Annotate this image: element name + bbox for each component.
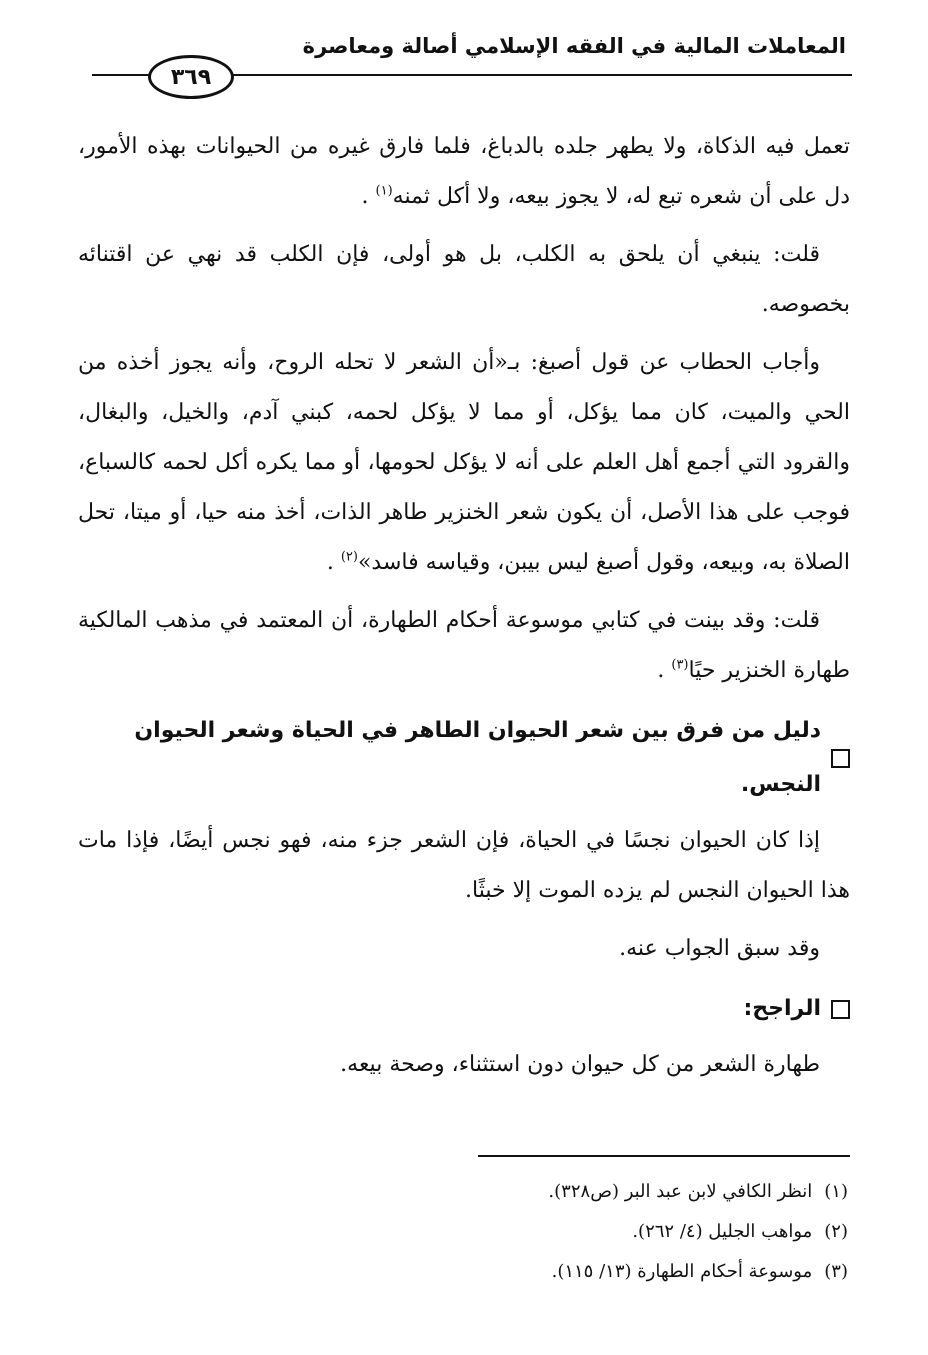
- paragraph: وقد سبق الجواب عنه.: [619, 936, 820, 961]
- running-head-title: المعاملات المالية في الفقه الإسلامي أصالة ومعاصرة: [302, 34, 846, 58]
- footnote-text: موسوعة أحكام الطهارة (١٣/ ١١٥).: [551, 1261, 813, 1282]
- main-text: [78, 122, 850, 1098]
- square-bullet-icon: [831, 749, 850, 768]
- footnote-number: (١): [824, 1181, 848, 1202]
- footnote-ref: (٣): [671, 657, 689, 673]
- footnote-text: انظر الكافي لابن عبد البر (ص٣٢٨).: [548, 1181, 813, 1202]
- full-stop: .: [657, 658, 665, 683]
- paragraph: قلت: ينبغي أن يلحق به الكلب، بل هو أولى، فإن الكلب قد نهي عن اقتنائه بخصوصه.: [78, 242, 850, 317]
- square-bullet-icon: [831, 1000, 850, 1019]
- footnote-number: (٣): [824, 1261, 848, 1282]
- section-heading: [78, 704, 850, 812]
- paragraph-text: تعمل فيه الذكاة، ولا يطهر جلده بالدباغ، فلما فارق غيره من الحيوانات بهذه الأمور، دل على أن شعره تبع له، لا يجوز بيعه، ولا أكل ثمنه: [78, 134, 850, 209]
- paragraph: [78, 122, 850, 222]
- footnote: [108, 1252, 848, 1292]
- paragraph: إذا كان الحيوان نجسًا في الحياة، فإن الشعر جزء منه، فهو نجس أيضًا، فإذا مات هذا الحيوان النجس لم يزده الموت إلا خبثًا.: [78, 828, 850, 903]
- footnote-ref: (١): [375, 183, 393, 199]
- page-number-badge: ٣٦٩: [148, 55, 234, 99]
- paragraph: طهارة الشعر من كل حيوان دون استثناء، وصحة بيعه.: [340, 1052, 820, 1077]
- section-heading-text: دليل من فرق بين شعر الحيوان الطاهر في الحياة وشعر الحيوان النجس.: [134, 718, 821, 797]
- section-heading: [78, 982, 850, 1036]
- footnote: [108, 1212, 848, 1252]
- full-stop: .: [326, 550, 334, 575]
- footnote-ref: (٢): [340, 549, 358, 565]
- full-stop: .: [361, 184, 369, 209]
- paragraph-text: قلت: وقد بينت في كتابي موسوعة أحكام الطهارة، أن المعتمد في مذهب المالكية طهارة الخنزير حيًا: [78, 608, 850, 683]
- paragraph: [78, 338, 850, 588]
- footnote: [108, 1172, 848, 1212]
- footnote-text: مواهب الجليل (٤/ ٢٦٢).: [632, 1221, 813, 1242]
- footnotes: [108, 1172, 848, 1292]
- paragraph: [78, 596, 850, 696]
- footnote-rule: [478, 1155, 850, 1157]
- paragraph-text: وأجاب الحطاب عن قول أصبغ: بـ«أن الشعر لا تحله الروح، وأنه يجوز أخذه من الحي والميت، كان مما يؤكل، أو مما لا يؤكل لحمه، كبني آدم، والخيل، والبغال، والقرود التي أجمع أهل العلم على أنه لا يؤكل لحومها، أو مما يكره أكل لحمه كالسباع، فوجب على هذا الأصل، أن يكون شعر الخنزير طاهر الذات، أخذ منه حيا، أو ميتا، تحل الصلاة به، وبيعه، وقول أصبغ ليس بيبن، وقياسه فاسد»: [78, 350, 850, 575]
- footnote-number: (٢): [824, 1221, 848, 1242]
- section-heading-text: الراجح:: [743, 996, 821, 1021]
